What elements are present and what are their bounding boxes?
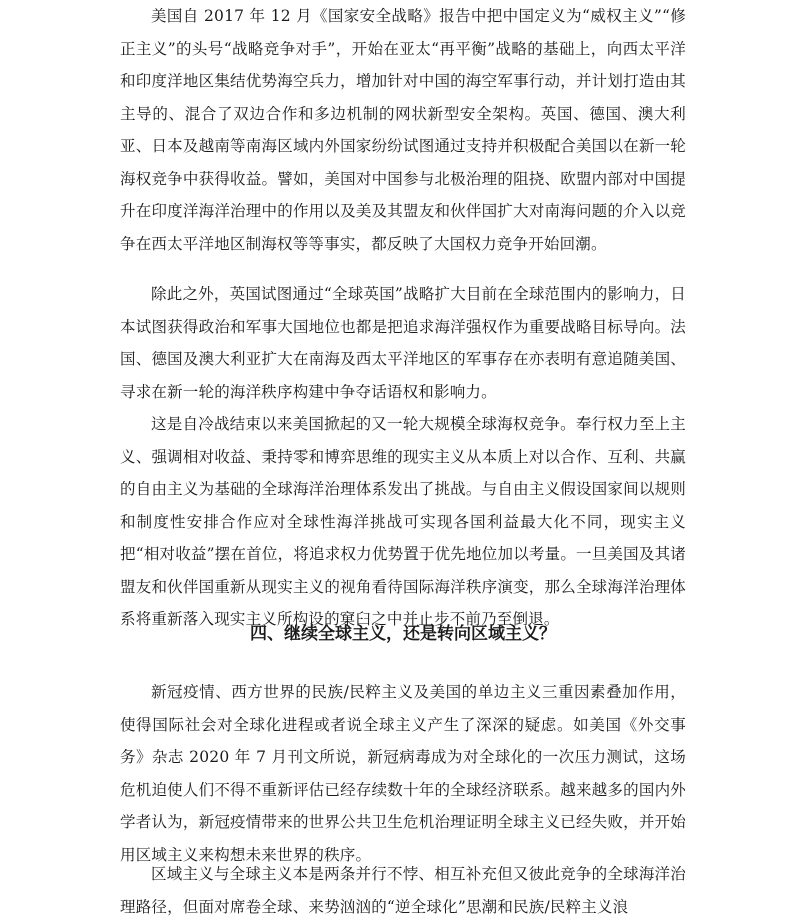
paragraph-us-strategy: 美国自 2017 年 12 月《国家安全战略》报告中把中国定义为“威权主义”“修正主义”的头号“战略竞争对手”，开始在亚太“再平衡”战略的基础上，向西太平洋和印度洋地区集结优势海空兵力，增加针对中国的海空军事行动，并计划打造由其主导的、混合了双边合作和多边机制的网状新型安全架构。英国、德国、澳大利亚、日本及越南等南海区域内外国家纷纷试图通过支持并积极配合美国以在新一轮海权竞争中获得收益。譬如，美国对中国参与北极治理的阻挠、欧盟内部对中国提升在印度洋海洋治理中的作用以及美及其盟友和伙伴国扩大对南海问题的介入以竞争在西太平洋地区制海权等等事实，都反映了大国权力竞争开始回潮。	[120, 7, 686, 253]
paragraph-globalism-doubts: 新冠疫情、西方世界的民族/民粹主义及美国的单边主义三重因素叠加作用，使得国际社会对全球化进程或者说全球主义产生了深深的疑虑。如美国《外交事务》杂志 2020 年 7 月刊文所说，新冠病毒成为对全球化的一次压力测试，这场危机迫使人们不得不重新评估已经存续数十年的全球经济联系。越来越多的国内外学者认为，新冠疫情带来的世界公共卫生危机治理证明全球主义已经失败，并开始用区域主义来构想未来世界的秩序。	[120, 683, 686, 864]
section-heading: 四、继续全球主义，还是转向区域主义？	[250, 624, 556, 644]
paragraph-regionalism: 区域主义与全球主义本是两条并行不悖、相互补充但又彼此竞争的全球海洋治理路径，但面对席卷全球、来势汹汹的“逆全球化”思潮和民族/民粹主义浪	[120, 865, 686, 916]
paragraph-other-powers: 除此之外，英国试图通过“全球英国”战略扩大目前在全球范围内的影响力，日本试图获得政治和军事大国地位也都是把追求海洋强权作为重要战略目标导向。法国、德国及澳大利亚扩大在南海及西太平洋地区的军事存在亦表明有意追随美国、寻求在新一轮的海洋秩序构建中争夺话语权和影响力。	[120, 285, 686, 401]
paragraph-power-competition: 这是自冷战结束以来美国掀起的又一轮大规模全球海权竞争。奉行权力至上主义、强调相对收益、秉持零和博弈思维的现实主义从本质上对以合作、互利、共赢的自由主义为基础的全球海洋治理体系发出了挑战。与自由主义假设国家间以规则和制度性安排合作应对全球性海洋挑战可实现各国利益最大化不同，现实主义把“相对收益”摆在首位，将追求权力优势置于优先地位加以考量。一旦美国及其诸盟友和伙伴国重新从现实主义的视角看待国际海洋秩序演变，那么全球海洋治理体系将重新落入现实主义所构设的窠臼之中并止步不前乃至倒退。	[120, 415, 686, 628]
